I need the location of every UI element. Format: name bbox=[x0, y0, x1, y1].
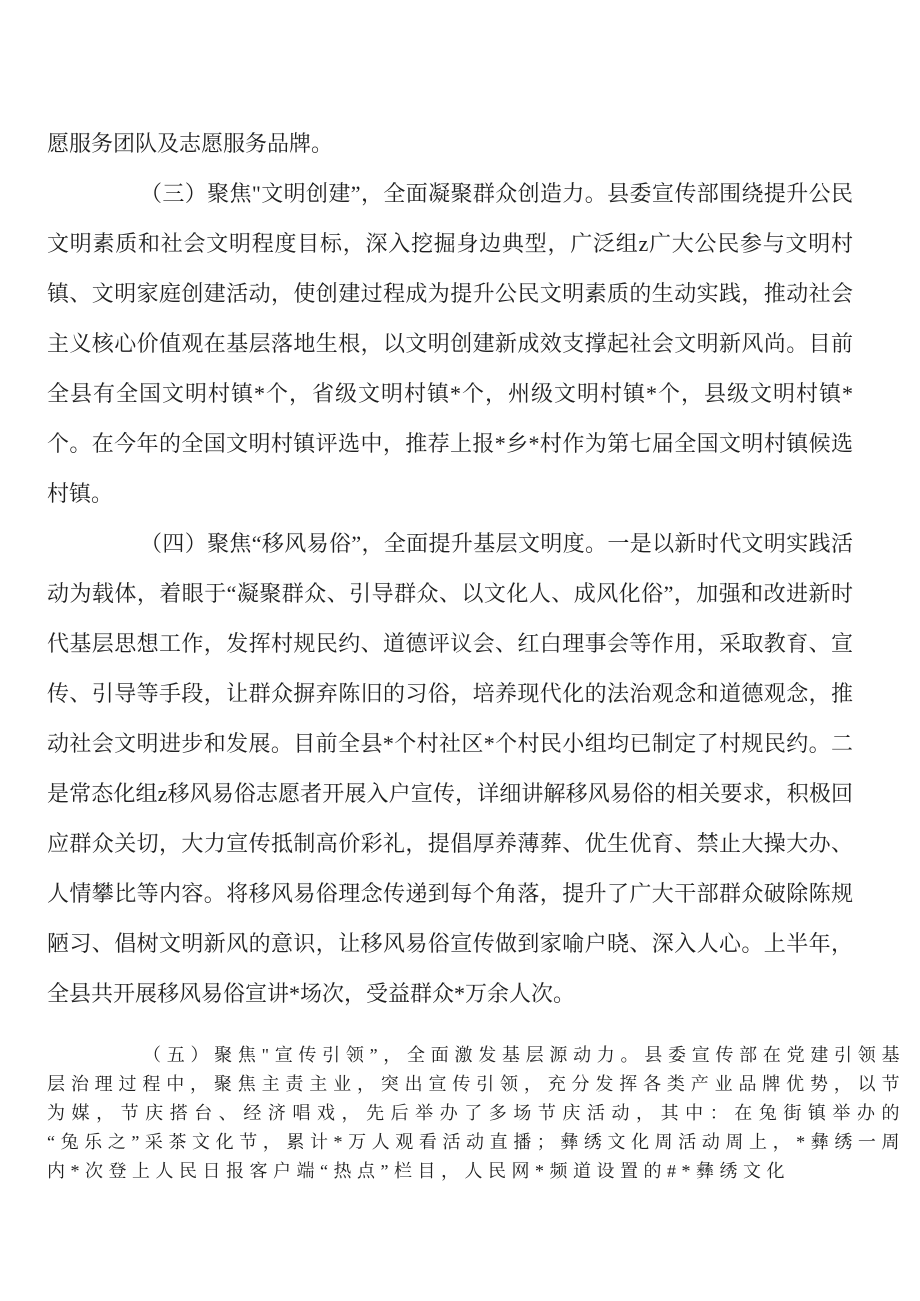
paragraph: 愿服务团队及志愿服务品牌。 bbox=[47, 131, 334, 156]
paragraph: （三）聚焦"文明创建”，全面凝聚群众创造力。县委宣传部围绕提升公民文明素质和社会文明程度目标，深入挖掘身边典型，广泛组z广大公民参与文明村镇、文明家庭创建活动，使创建过程成为提升公民文明素质的生动实践，推动社会主义核心价值观在基层落地生根，以文明创建新成效支撑起社会文明新风尚。目前全县有全国文明村镇*个，省级文明村镇*个，州级文明村镇*个，县级文明村镇*个。在今年的全国文明村镇评选中，推荐上报*乡*村作为第七届全国文明村镇候选村镇。 bbox=[47, 181, 853, 506]
paragraph-list bbox=[47, 119, 905, 1186]
paragraph: （五）聚焦"宣传引领”，全面激发基层源动力。县委宣传部在党建引领基层治理过程中，聚焦主责主业，突出宣传引领，充分发挥各类产业品牌优势，以节为媒，节庆搭台、经济唱戏，先后举办了多场节庆活动，其中：在兔街镇举办的“兔乐之”采茶文化节，累计*万人观看活动直播；彝绣文化周活动周上，*彝绣一周内*次登上人民日报客户端“热点”栏目，人民网*频道设置的#*彝绣文化 bbox=[47, 1045, 905, 1181]
paragraph: （四）聚焦“移风易俗”，全面提升基层文明度。一是以新时代文明实践活动为载体，着眼于“凝聚群众、引导群众、以文化人、成风化俗”，加强和改进新时代基层思想工作，发挥村规民约、道德评议会、红白理事会等作用，采取教育、宣传、引导等手段，让群众摒弃陈旧的习俗，培养现代化的法治观念和道德观念，推动社会文明进步和发展。目前全县*个村社区*个村民小组均已制定了村规民约。二是常态化组z移风易俗志愿者开展入户宣传，详细讲解移风易俗的相关要求，积极回应群众关切，大力宣传抵制高价彩礼，提倡厚养薄葬、优生优育、禁止大操大办、人情攀比等内容。将移风易俗理念传递到每个角落，提升了广大干部群众破除陈规陋习、倡树文明新风的意识，让移风易俗宣传做到家喻户晓、深入人心。上半年，全县共开展移风易俗宣讲*场次，受益群众*万余人次。 bbox=[47, 531, 853, 1006]
